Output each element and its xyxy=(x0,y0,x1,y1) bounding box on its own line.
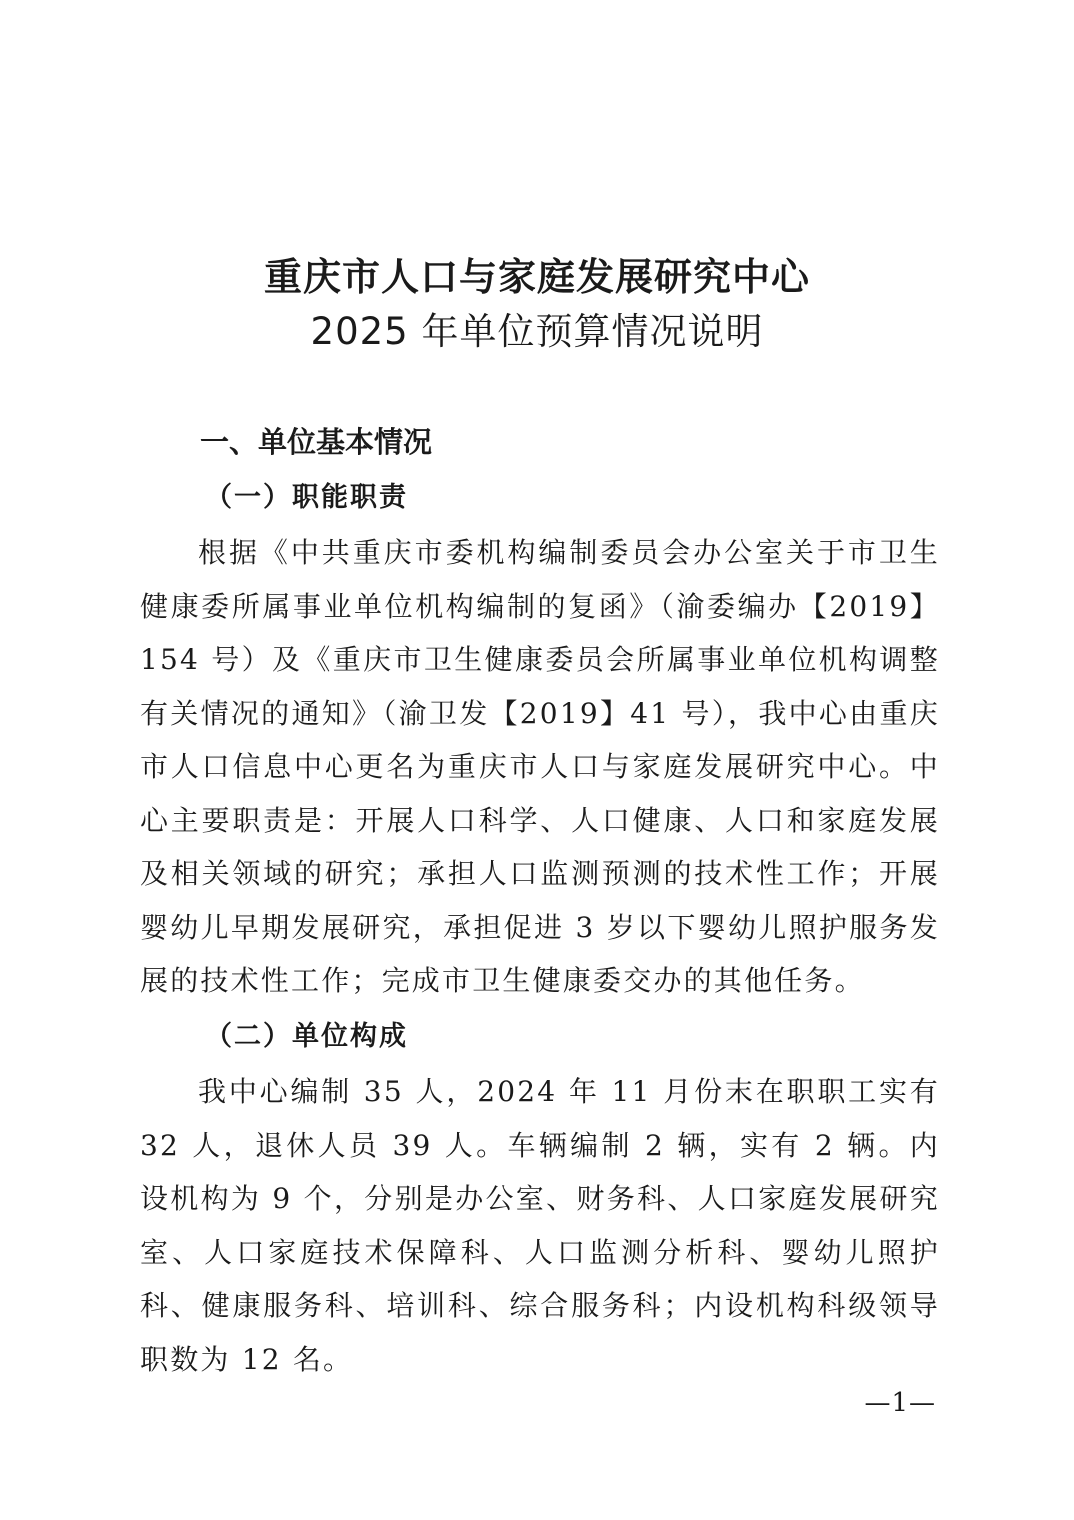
subsection2-paragraph: 我中心编制 35 人，2024 年 11 月份末在职职工实有 32 人，退休人员 39 人。车辆编制 2 辆，实有 2 辆。内设机构为 9 个，分别是办公室、财务科、人口家庭发展研究室、人口家庭技术保障科、人口监测分析科、婴幼儿照护科、健康服务科、培训科、综合服务科；内设机构科级领导职数为 12 名。 xyxy=(140,1075,940,1376)
subsection1-heading: （一）职能职责 xyxy=(205,482,408,513)
section1-heading: 一、单位基本情况 xyxy=(200,425,433,459)
document-title-line1: 重庆市人口与家庭发展研究中心 xyxy=(263,255,810,299)
page-number: —1— xyxy=(864,1388,936,1418)
subsection2-heading: （二）单位构成 xyxy=(205,1021,408,1052)
document-title-line2: 2025 年单位预算情况说明 xyxy=(310,310,764,353)
subsection1-paragraph: 根据《中共重庆市委机构编制委员会办公室关于市卫生健康委所属事业单位机构编制的复函》（渝委编办【2019】154 号）及《重庆市卫生健康委员会所属事业单位机构调整有关情况的通知》（渝卫发【2019】41 号），我中心由重庆市人口信息中心更名为重庆市人口与家庭发展研究中心。中心主要职责是：开展人口科学、人口健康、人口和家庭发展及相关领域的研究；承担人口监测预测的技术性工作；开展婴幼儿早期发展研究，承担促进 3 岁以下婴幼儿照护服务发展的技术性工作；完成市卫生健康委交办的其他任务。 xyxy=(140,536,940,997)
